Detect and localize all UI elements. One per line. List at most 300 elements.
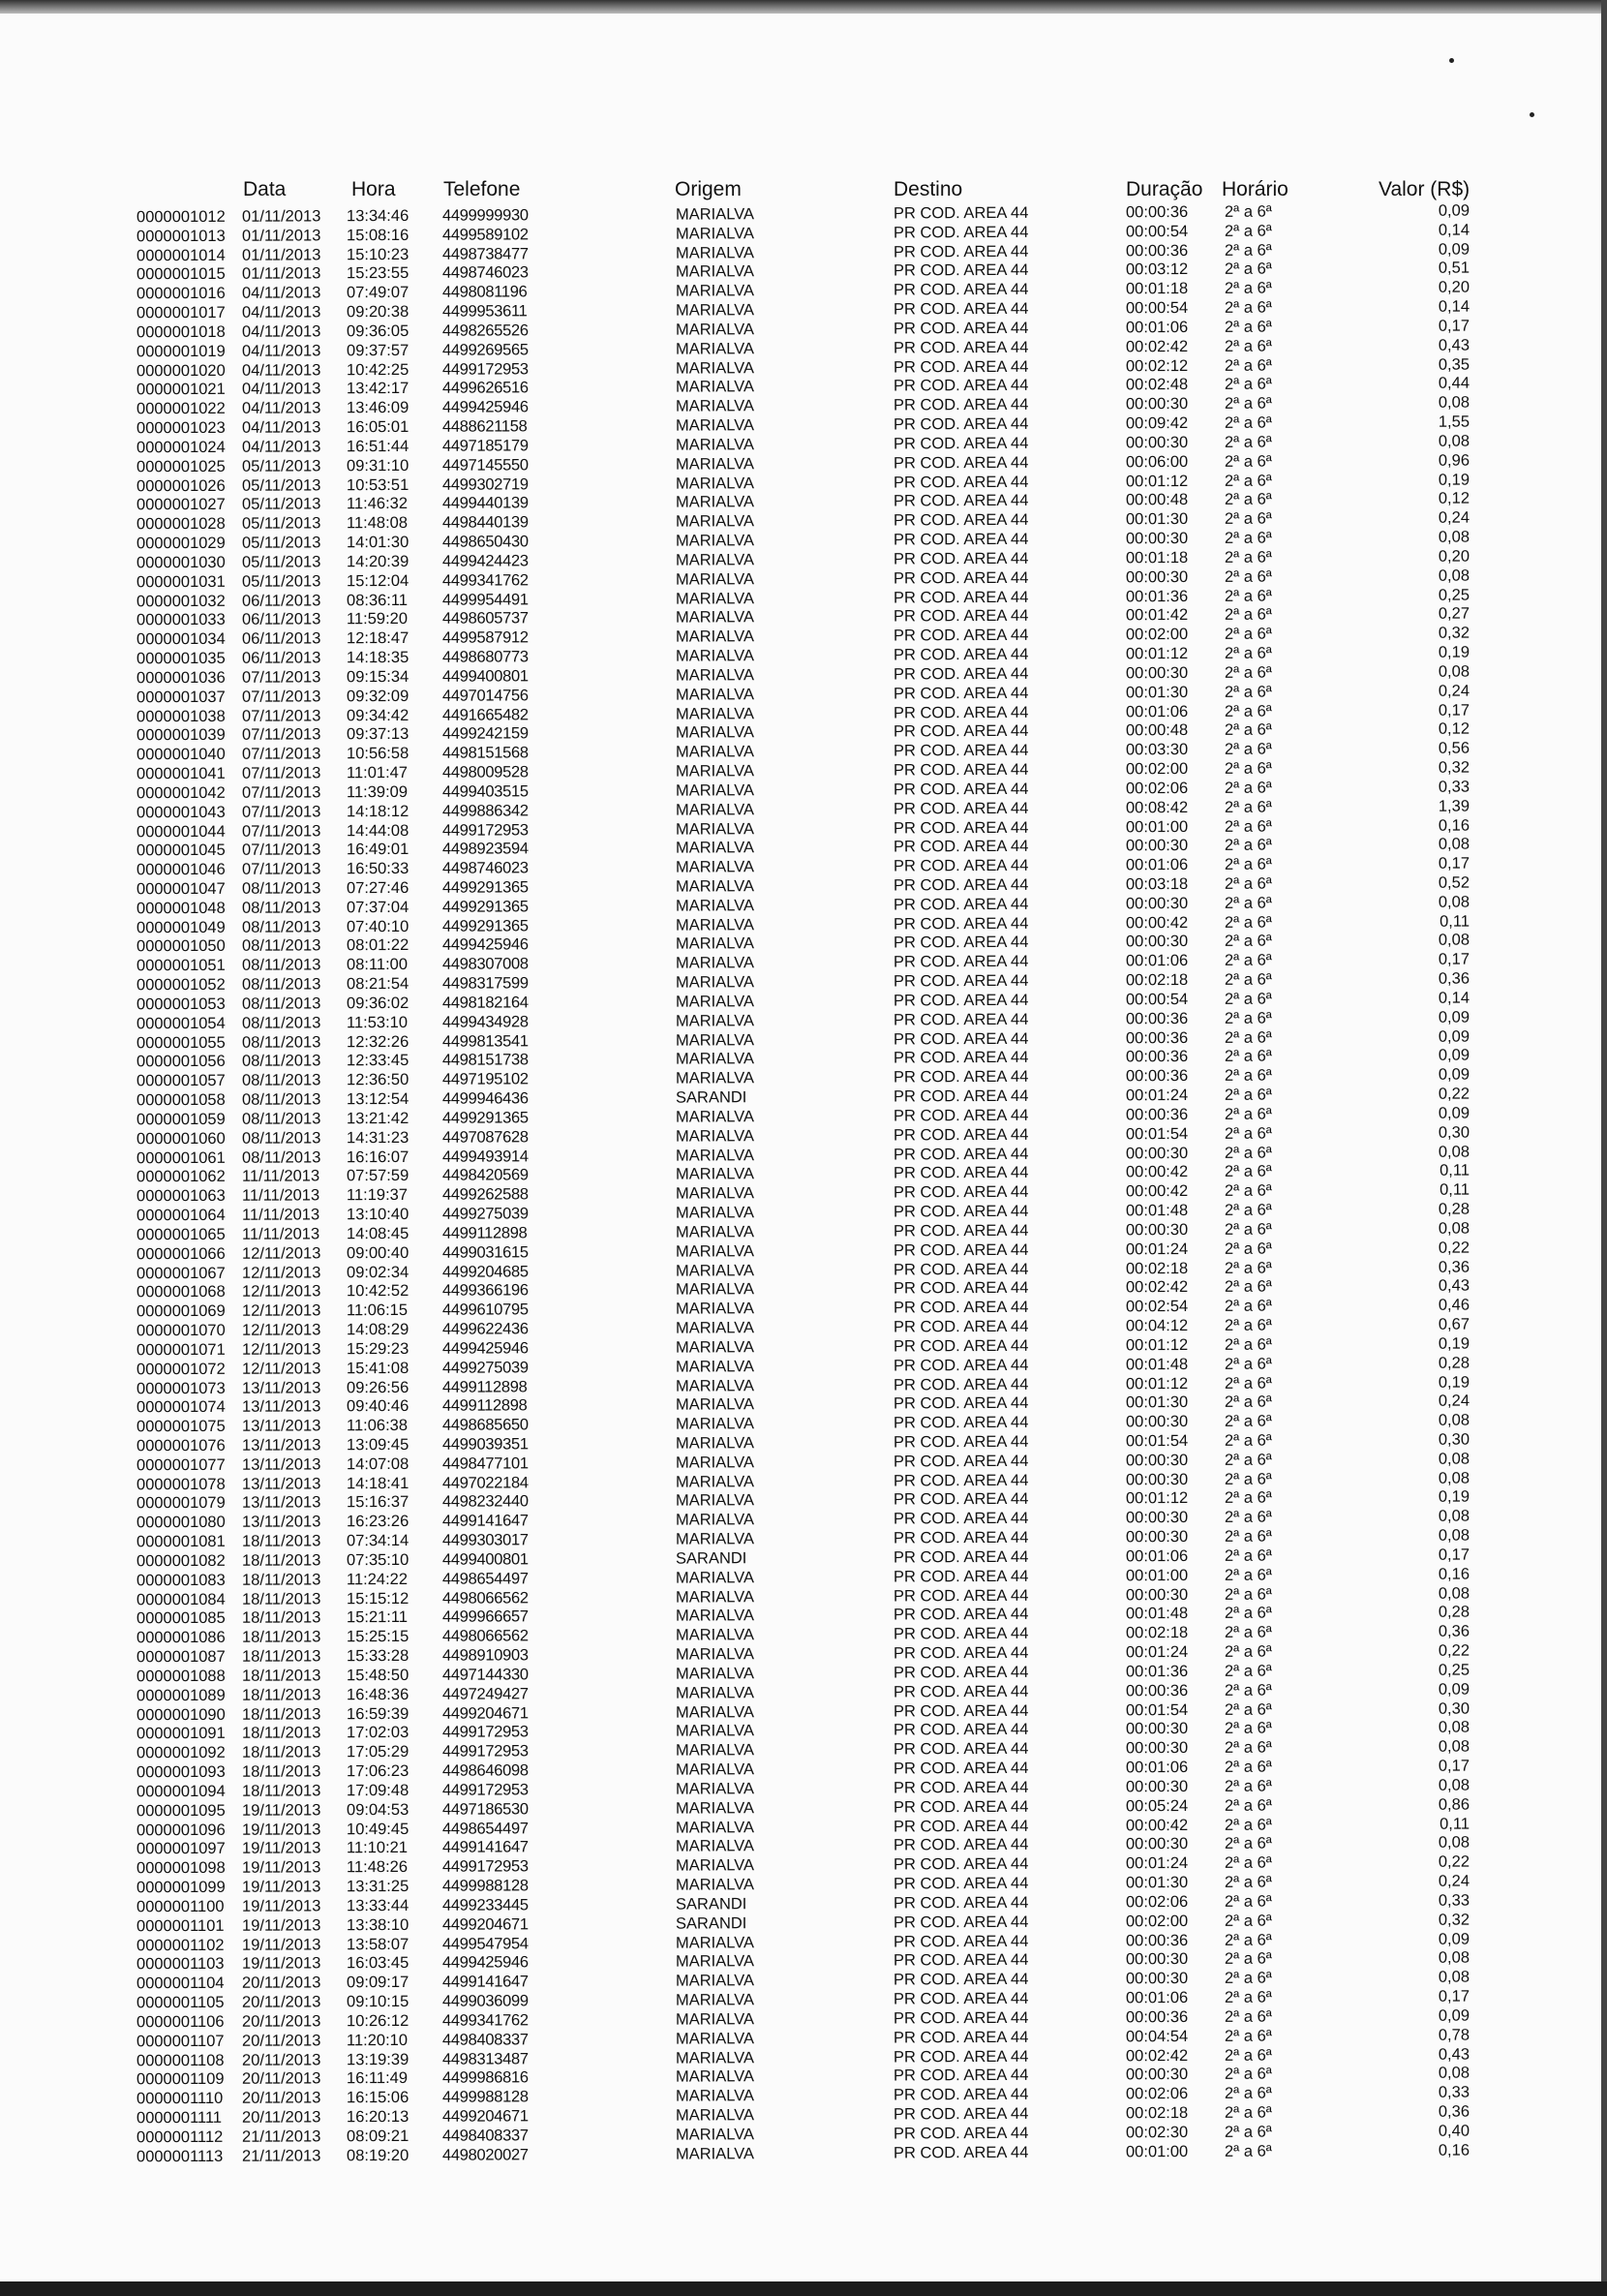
cell-duration: 00:00:36: [1125, 1681, 1189, 1700]
cell-value: 0,28: [1438, 1200, 1471, 1218]
cell-call-date: 19/11/2013: [241, 1897, 321, 1915]
cell-call-time: 13:31:25: [346, 1877, 409, 1896]
cell-destination: PR COD. AREA 44: [893, 1625, 1029, 1643]
cell-duration: 00:01:00: [1125, 817, 1189, 836]
cell-call-date: 12/11/2013: [241, 1282, 321, 1301]
cell-value: 0,32: [1438, 1911, 1471, 1929]
cell-call-date: 08/11/2013: [241, 1052, 321, 1071]
cell-record-id: 0000001012: [136, 207, 226, 227]
cell-schedule: 2ª a 6ª: [1224, 1162, 1272, 1181]
cell-call-date: 18/11/2013: [241, 1628, 321, 1647]
cell-duration: 00:03:18: [1125, 874, 1189, 894]
cell-call-date: 07/11/2013: [241, 725, 321, 745]
cell-call-date: 04/11/2013: [241, 438, 321, 456]
cell-value: 0,12: [1438, 490, 1471, 508]
cell-value: 0,32: [1438, 758, 1471, 777]
cell-record-id: 0000001088: [136, 1667, 226, 1686]
cell-schedule: 2ª a 6ª: [1224, 1912, 1272, 1930]
cell-origin: MARIALVA: [675, 1665, 755, 1683]
cell-destination: PR COD. AREA 44: [893, 1932, 1029, 1951]
cell-value: 0,08: [1438, 2064, 1471, 2083]
cell-phone-number: 4499204685: [441, 1262, 529, 1281]
cell-duration: 00:05:24: [1125, 1796, 1189, 1816]
cell-phone-number: 4499966657: [441, 1607, 529, 1627]
cell-origin: MARIALVA: [675, 1876, 755, 1894]
cell-phone-number: 4498151738: [441, 1051, 529, 1070]
cell-phone-number: 4498923594: [441, 840, 529, 859]
cell-destination: PR COD. AREA 44: [893, 357, 1029, 377]
cell-value: 0,14: [1438, 989, 1471, 1007]
cell-destination: PR COD. AREA 44: [893, 953, 1029, 971]
cell-record-id: 0000001064: [136, 1206, 226, 1225]
cell-origin: MARIALVA: [675, 1204, 755, 1222]
cell-value: 0,09: [1438, 1027, 1471, 1046]
cell-origin: MARIALVA: [675, 839, 755, 857]
cell-value: 0,08: [1438, 1948, 1471, 1968]
cell-destination: PR COD. AREA 44: [893, 1299, 1029, 1317]
cell-duration: 00:01:12: [1125, 1335, 1189, 1355]
cell-call-time: 10:26:12: [346, 2011, 409, 2031]
cell-record-id: 0000001023: [136, 418, 226, 438]
cell-duration: 00:02:42: [1125, 2046, 1189, 2065]
cell-schedule: 2ª a 6ª: [1224, 1316, 1272, 1334]
cell-destination: PR COD. AREA 44: [893, 2124, 1029, 2143]
cell-duration: 00:02:18: [1125, 1624, 1189, 1642]
cell-value: 0,32: [1438, 624, 1471, 642]
cell-destination: PR COD. AREA 44: [893, 1183, 1029, 1202]
cell-value: 0,08: [1438, 1584, 1471, 1603]
cell-duration: 00:00:30: [1125, 2066, 1189, 2084]
cell-duration: 00:02:42: [1125, 1278, 1189, 1297]
cell-destination: PR COD. AREA 44: [893, 741, 1029, 760]
cell-value: 0,17: [1438, 1757, 1471, 1775]
cell-record-id: 0000001070: [136, 1321, 226, 1340]
cell-call-date: 08/11/2013: [241, 1014, 321, 1032]
cell-call-date: 04/11/2013: [241, 284, 321, 303]
cell-call-date: 13/11/2013: [241, 1475, 321, 1493]
cell-phone-number: 4498738477: [441, 244, 529, 263]
cell-call-date: 05/11/2013: [241, 553, 321, 571]
cell-origin: MARIALVA: [675, 666, 755, 685]
cell-phone-number: 4498746023: [441, 859, 529, 877]
cell-destination: PR COD. AREA 44: [893, 1164, 1029, 1182]
cell-record-id: 0000001067: [136, 1264, 226, 1282]
cell-phone-number: 4497186530: [441, 1800, 529, 1819]
cell-call-time: 13:09:45: [346, 1435, 409, 1454]
cell-call-date: 18/11/2013: [241, 1667, 321, 1685]
cell-phone-number: 4498420569: [441, 1166, 529, 1185]
cell-duration: 00:00:54: [1125, 222, 1189, 241]
cell-origin: MARIALVA: [675, 2087, 755, 2105]
cell-phone-number: 4498605737: [441, 609, 529, 628]
cell-phone-number: 4499031615: [441, 1243, 529, 1262]
cell-record-id: 0000001056: [136, 1053, 226, 1071]
cell-call-time: 09:26:56: [346, 1378, 409, 1396]
cell-value: 0,43: [1438, 1276, 1471, 1296]
cell-value: 0,09: [1438, 201, 1471, 220]
cell-record-id: 0000001017: [136, 304, 226, 322]
cell-record-id: 0000001044: [136, 822, 226, 841]
cell-destination: PR COD. AREA 44: [893, 1701, 1029, 1721]
cell-record-id: 0000001060: [136, 1129, 226, 1148]
cell-record-id: 0000001047: [136, 879, 226, 899]
cell-schedule: 2ª a 6ª: [1224, 1508, 1272, 1527]
cell-origin: MARIALVA: [675, 1472, 755, 1491]
cell-record-id: 0000001083: [136, 1571, 226, 1590]
cell-record-id: 0000001042: [136, 783, 226, 803]
cell-destination: PR COD. AREA 44: [893, 319, 1029, 338]
cell-call-date: 08/11/2013: [241, 899, 321, 917]
cell-call-date: 19/11/2013: [241, 1858, 321, 1877]
cell-duration: 00:02:54: [1125, 1298, 1189, 1316]
cell-call-time: 07:35:10: [346, 1550, 409, 1570]
cell-origin: MARIALVA: [675, 1837, 755, 1855]
cell-value: 0,08: [1438, 566, 1471, 585]
cell-origin: MARIALVA: [675, 1933, 755, 1952]
cell-record-id: 0000001025: [136, 457, 226, 476]
cell-destination: PR COD. AREA 44: [893, 1432, 1029, 1452]
cell-schedule: 2ª a 6ª: [1224, 1931, 1272, 1949]
cell-value: 0,08: [1438, 1411, 1471, 1429]
cell-call-date: 13/11/2013: [241, 1493, 321, 1513]
cell-duration: 00:00:48: [1125, 491, 1189, 509]
cell-schedule: 2ª a 6ª: [1224, 1873, 1272, 1891]
cell-schedule: 2ª a 6ª: [1224, 1105, 1272, 1123]
cell-schedule: 2ª a 6ª: [1224, 2027, 1272, 2045]
cell-duration: 00:00:30: [1125, 1777, 1189, 1796]
cell-record-id: 0000001020: [136, 361, 226, 380]
cell-destination: PR COD. AREA 44: [893, 492, 1029, 510]
cell-origin: MARIALVA: [675, 781, 755, 800]
cell-origin: MARIALVA: [675, 1683, 755, 1702]
cell-duration: 00:09:42: [1125, 414, 1189, 433]
cell-record-id: 0000001063: [136, 1187, 226, 1206]
cell-call-date: 05/11/2013: [241, 534, 321, 552]
cell-destination: PR COD. AREA 44: [893, 338, 1029, 357]
cell-schedule: 2ª a 6ª: [1224, 683, 1272, 701]
cell-value: 0,35: [1438, 355, 1471, 374]
cell-record-id: 0000001069: [136, 1302, 226, 1321]
cell-schedule: 2ª a 6ª: [1224, 1642, 1272, 1661]
cell-record-id: 0000001104: [136, 1975, 225, 1993]
cell-duration: 00:01:48: [1125, 1605, 1189, 1623]
cell-call-time: 16:51:44: [346, 437, 409, 456]
cell-origin: MARIALVA: [675, 339, 755, 358]
cell-call-date: 04/11/2013: [241, 303, 321, 321]
header-hora: Hora: [351, 178, 396, 200]
cell-call-date: 11/11/2013: [241, 1206, 320, 1224]
cell-phone-number: 4499988128: [441, 2088, 529, 2106]
cell-schedule: 2ª a 6ª: [1224, 779, 1272, 797]
cell-call-date: 01/11/2013: [241, 207, 321, 226]
cell-call-date: 04/11/2013: [241, 418, 321, 437]
cell-value: 0,09: [1438, 1065, 1471, 1085]
cell-record-id: 0000001101: [136, 1916, 225, 1936]
cell-phone-number: 4499233445: [441, 1896, 529, 1914]
cell-record-id: 0000001094: [136, 1782, 226, 1801]
cell-call-date: 04/11/2013: [241, 380, 321, 399]
cell-value: 0,86: [1438, 1795, 1471, 1814]
cell-call-time: 15:23:55: [346, 264, 409, 283]
cell-record-id: 0000001102: [136, 1936, 225, 1954]
cell-call-date: 19/11/2013: [241, 1878, 321, 1896]
cell-phone-number: 4499141647: [441, 1973, 529, 1991]
cell-call-time: 16:49:01: [346, 841, 409, 859]
cell-call-time: 15:29:23: [346, 1339, 409, 1359]
cell-origin: MARIALVA: [675, 2067, 755, 2086]
cell-origin: MARIALVA: [675, 1607, 755, 1626]
cell-destination: PR COD. AREA 44: [893, 453, 1029, 473]
cell-value: 0,08: [1438, 893, 1471, 911]
cell-record-id: 0000001106: [136, 2012, 225, 2032]
cell-call-time: 15:48:50: [346, 1666, 409, 1685]
cell-schedule: 2ª a 6ª: [1224, 1605, 1272, 1623]
cell-call-time: 14:20:39: [346, 552, 409, 571]
cell-value: 0,24: [1438, 1872, 1471, 1890]
cell-phone-number: 4498910903: [441, 1646, 529, 1665]
cell-destination: PR COD. AREA 44: [893, 2104, 1029, 2124]
cell-origin: MARIALVA: [675, 1223, 755, 1241]
cell-call-date: 20/11/2013: [241, 2108, 321, 2127]
cell-duration: 00:03:30: [1125, 741, 1189, 759]
cell-duration: 00:00:30: [1125, 1835, 1189, 1853]
cell-duration: 00:00:54: [1125, 990, 1189, 1009]
cell-call-time: 11:39:09: [346, 782, 409, 802]
cell-duration: 00:02:06: [1125, 779, 1189, 798]
cell-schedule: 2ª a 6ª: [1224, 2103, 1272, 2122]
cell-record-id: 0000001041: [136, 764, 226, 783]
cell-destination: PR COD. AREA 44: [893, 607, 1029, 626]
cell-schedule: 2ª a 6ª: [1224, 222, 1272, 240]
cell-origin: MARIALVA: [675, 723, 755, 742]
cell-destination: PR COD. AREA 44: [893, 1049, 1029, 1067]
cell-call-time: 13:12:54: [346, 1090, 409, 1109]
cell-schedule: 2ª a 6ª: [1224, 1335, 1272, 1354]
cell-duration: 00:00:30: [1125, 837, 1189, 855]
cell-duration: 00:01:54: [1125, 1432, 1189, 1451]
cell-record-id: 0000001075: [136, 1418, 226, 1436]
cell-value: 0,08: [1438, 1219, 1471, 1238]
cell-schedule: 2ª a 6ª: [1224, 376, 1272, 394]
cell-phone-number: 4499141647: [441, 1838, 529, 1857]
cell-phone-number: 4499988128: [441, 1877, 529, 1895]
cell-schedule: 2ª a 6ª: [1224, 548, 1272, 566]
cell-duration: 00:00:36: [1125, 1931, 1189, 1949]
cell-call-date: 07/11/2013: [241, 745, 321, 763]
cell-destination: PR COD. AREA 44: [893, 1759, 1029, 1778]
cell-origin: MARIALVA: [675, 1626, 755, 1644]
cell-phone-number: 4499999930: [441, 206, 529, 225]
cell-call-time: 11:19:37: [346, 1186, 409, 1205]
cell-schedule: 2ª a 6ª: [1224, 2007, 1272, 2026]
cell-value: 0,30: [1438, 1699, 1471, 1718]
cell-schedule: 2ª a 6ª: [1224, 241, 1272, 260]
cell-schedule: 2ª a 6ª: [1224, 874, 1272, 893]
cell-origin: MARIALVA: [675, 1856, 755, 1875]
cell-call-time: 08:36:11: [346, 591, 409, 609]
cell-origin: MARIALVA: [675, 685, 755, 704]
cell-call-time: 07:34:14: [346, 1532, 409, 1550]
cell-value: 0,19: [1438, 1488, 1471, 1507]
cell-value: 0,09: [1438, 2006, 1471, 2025]
cell-destination: PR COD. AREA 44: [893, 588, 1029, 607]
cell-schedule: 2ª a 6ª: [1224, 1758, 1272, 1776]
cell-call-date: 19/11/2013: [241, 1839, 321, 1858]
cell-value: 0,09: [1438, 1680, 1471, 1699]
cell-destination: PR COD. AREA 44: [893, 1068, 1029, 1087]
cell-value: 0,22: [1438, 1641, 1471, 1660]
cell-call-date: 21/11/2013: [241, 2128, 321, 2146]
cell-phone-number: 4499425946: [441, 1339, 529, 1358]
cell-record-id: 0000001085: [136, 1609, 226, 1628]
cell-destination: PR COD. AREA 44: [893, 1567, 1029, 1586]
cell-duration: 00:01:48: [1125, 1202, 1189, 1220]
cell-call-time: 11:01:47: [346, 763, 409, 782]
cell-call-time: 14:08:45: [346, 1224, 409, 1243]
cell-schedule: 2ª a 6ª: [1224, 663, 1272, 682]
cell-phone-number: 4499434928: [441, 1013, 529, 1031]
cell-phone-number: 4497144330: [441, 1666, 529, 1684]
cell-value: 0,19: [1438, 471, 1471, 489]
cell-duration: 00:00:30: [1125, 567, 1189, 587]
cell-call-date: 08/11/2013: [241, 956, 321, 975]
cell-duration: 00:00:36: [1125, 1048, 1189, 1066]
cell-value: 0,16: [1438, 2141, 1471, 2159]
cell-value: 0,17: [1438, 1987, 1471, 2005]
cell-schedule: 2ª a 6ª: [1224, 1374, 1272, 1393]
cell-duration: 00:00:36: [1125, 1009, 1189, 1028]
cell-call-date: 04/11/2013: [241, 342, 321, 360]
cell-phone-number: 4498009528: [441, 763, 529, 781]
cell-call-time: 09:32:09: [346, 687, 409, 705]
cell-record-id: 0000001109: [136, 2070, 225, 2089]
cell-call-time: 09:31:10: [346, 456, 409, 475]
cell-duration: 00:04:12: [1125, 1317, 1189, 1335]
cell-duration: 00:01:24: [1125, 1643, 1189, 1662]
cell-value: 0,11: [1440, 1815, 1471, 1833]
cell-value: 0,28: [1438, 1354, 1471, 1372]
cell-origin: MARIALVA: [675, 647, 755, 665]
cell-duration: 00:02:18: [1125, 971, 1189, 990]
cell-call-date: 07/11/2013: [241, 783, 321, 802]
cell-phone-number: 4498650430: [441, 533, 529, 551]
cell-duration: 00:01:12: [1125, 472, 1189, 490]
cell-origin: MARIALVA: [675, 1146, 755, 1165]
cell-phone-number: 4499291365: [441, 1109, 529, 1127]
cell-record-id: 0000001028: [136, 515, 226, 534]
cell-schedule: 2ª a 6ª: [1224, 913, 1272, 932]
cell-origin: MARIALVA: [675, 1395, 755, 1414]
cell-schedule: 2ª a 6ª: [1224, 951, 1272, 970]
cell-destination: PR COD. AREA 44: [893, 377, 1029, 395]
cell-destination: PR COD. AREA 44: [893, 1586, 1029, 1606]
cell-duration: 00:02:18: [1125, 1259, 1189, 1277]
cell-phone-number: 4499172953: [441, 1742, 529, 1761]
cell-call-date: 07/11/2013: [241, 803, 321, 821]
cell-duration: 00:00:36: [1125, 2007, 1189, 2027]
cell-record-id: 0000001092: [136, 1744, 226, 1762]
cell-call-time: 10:42:52: [346, 1282, 409, 1301]
cell-destination: PR COD. AREA 44: [893, 1125, 1029, 1145]
cell-call-time: 09:02:34: [346, 1263, 409, 1281]
cell-origin: MARIALVA: [675, 1568, 755, 1587]
cell-destination: PR COD. AREA 44: [893, 1547, 1029, 1567]
cell-value: 0,24: [1438, 1392, 1471, 1411]
cell-phone-number: 4497185179: [441, 437, 529, 455]
cell-schedule: 2ª a 6ª: [1224, 1470, 1272, 1488]
cell-call-time: 11:10:21: [346, 1839, 409, 1857]
cell-destination: PR COD. AREA 44: [893, 1913, 1029, 1932]
cell-origin: MARIALVA: [675, 993, 755, 1011]
cell-call-date: 04/11/2013: [241, 322, 321, 341]
cell-record-id: 0000001090: [136, 1705, 226, 1724]
cell-call-time: 13:42:17: [346, 380, 409, 398]
cell-phone-number: 4498182164: [441, 994, 529, 1012]
cell-value: 0,09: [1438, 240, 1471, 259]
cell-call-date: 08/11/2013: [241, 918, 321, 936]
cell-duration: 00:01:06: [1125, 952, 1189, 970]
cell-origin: MARIALVA: [675, 321, 755, 339]
cell-schedule: 2ª a 6ª: [1224, 452, 1272, 471]
cell-schedule: 2ª a 6ª: [1224, 644, 1272, 662]
cell-value: 0,19: [1438, 1334, 1471, 1353]
cell-schedule: 2ª a 6ª: [1224, 625, 1272, 644]
cell-origin: MARIALVA: [675, 397, 755, 415]
cell-value: 0,08: [1438, 1968, 1471, 1986]
cell-phone-number: 4499204671: [441, 1915, 529, 1934]
cell-destination: PR COD. AREA 44: [893, 568, 1029, 588]
cell-schedule: 2ª a 6ª: [1224, 1393, 1272, 1412]
cell-duration: 00:01:30: [1125, 683, 1189, 702]
cell-phone-number: 4497145550: [441, 456, 529, 475]
scan-top-edge: [0, 0, 1607, 14]
cell-record-id: 0000001029: [136, 534, 226, 553]
cell-call-time: 15:25:15: [346, 1628, 409, 1646]
cell-phone-number: 4499589102: [441, 226, 529, 244]
cell-value: 0,08: [1438, 1526, 1471, 1545]
cell-call-date: 13/11/2013: [241, 1397, 321, 1417]
cell-origin: SARANDI: [675, 1549, 747, 1568]
cell-value: 0,11: [1440, 1180, 1471, 1199]
cell-schedule: 2ª a 6ª: [1224, 260, 1272, 279]
cell-schedule: 2ª a 6ª: [1224, 1220, 1272, 1239]
cell-schedule: 2ª a 6ª: [1224, 567, 1272, 586]
cell-destination: PR COD. AREA 44: [893, 261, 1029, 280]
cell-phone-number: 4499036099: [441, 1992, 529, 2010]
cell-record-id: 0000001018: [136, 322, 226, 342]
cell-destination: PR COD. AREA 44: [893, 299, 1029, 319]
cell-destination: PR COD. AREA 44: [893, 703, 1029, 722]
cell-duration: 00:00:42: [1125, 1816, 1189, 1834]
cell-destination: PR COD. AREA 44: [893, 1221, 1029, 1240]
cell-destination: PR COD. AREA 44: [893, 1817, 1029, 1836]
cell-call-time: 16:05:01: [346, 418, 409, 437]
cell-value: 0,20: [1438, 278, 1471, 297]
cell-schedule: 2ª a 6ª: [1224, 605, 1272, 625]
cell-call-time: 07:40:10: [346, 917, 409, 935]
cell-origin: MARIALVA: [675, 1760, 755, 1779]
cell-record-id: 0000001059: [136, 1110, 226, 1129]
cell-schedule: 2ª a 6ª: [1224, 318, 1272, 336]
cell-value: 0,14: [1438, 297, 1471, 316]
cell-origin: MARIALVA: [675, 1972, 755, 1990]
cell-call-time: 13:46:09: [346, 399, 409, 417]
cell-call-date: 11/11/2013: [241, 1167, 320, 1186]
cell-call-date: 07/11/2013: [241, 860, 321, 878]
cell-value: 0,22: [1438, 1085, 1471, 1103]
cell-value: 0,08: [1438, 1719, 1471, 1737]
cell-schedule: 2ª a 6ª: [1224, 1796, 1272, 1815]
